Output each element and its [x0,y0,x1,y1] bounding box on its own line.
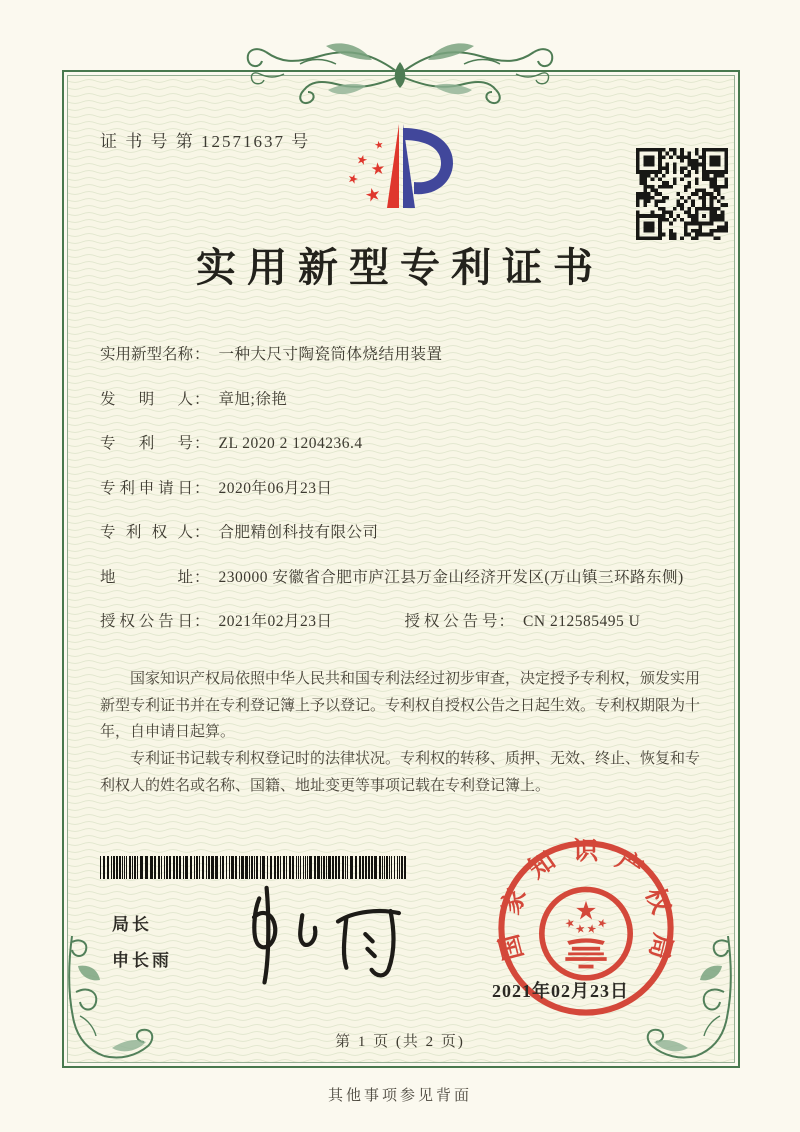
national-emblem-icon [542,889,630,977]
certificate-number: 证 书 号 第 12571637 号 [100,132,311,151]
field-label: 授权公告号 [404,613,498,630]
field-value: 2021年02月23日 [218,613,333,630]
director-handwritten-signature [212,876,422,988]
field-utility-model-name: 实用新型名称： 一种大尺寸陶瓷筒体烧结用装置 [100,344,712,367]
field-value: 合肥精创科技有限公司 [218,524,379,541]
svg-text:国家知识产权局 [495,837,677,963]
field-label: 地址 [100,568,193,586]
certificate-title: 实用新型专利证书 [196,245,604,290]
top-flourish-ornament-icon [228,34,572,112]
cnipa-logo-icon [340,116,470,220]
field-value: 2020年06月23日 [218,479,333,497]
qr-code-icon [636,148,728,240]
field-patent-number: 专利号： ZL 2020 2 1204236.4 [100,433,712,456]
fields-section [100,344,712,656]
field-label: 专利号 [100,435,193,452]
director-title: 局长 [112,915,152,934]
field-label: 专利权人 [100,524,193,541]
field-label: 发明人 [100,390,193,408]
field-filing-date: 专利申请日： 2020年06月23日 [100,478,712,501]
paragraph-register-statement: 专利证书记载专利权登记时的法律状况。专利权的转移、质押、无效、终止、恢复和专利权人的姓名或名称、国籍、地址变更等事项记载在专利登记簿上。 [100,751,701,794]
field-patentee: 专利权人： 合肥精创科技有限公司 [100,522,712,545]
field-value: CN 212585495 U [523,613,641,630]
paragraph-grant-statement: 国家知识产权局依照中华人民共和国专利法经过初步审查，决定授予专利权，颁发实用新型专利证书并在专利登记簿上予以登记。专利权自授权公告之日起生效。专利权期限为十年，自申请日起算。 [100,671,701,741]
seal-date: 2021年02月23日 [492,981,629,1001]
field-value: 一种大尺寸陶瓷筒体烧结用装置 [218,346,443,363]
legal-text-section [100,666,704,799]
field-value: ZL 2020 2 1204236.4 [218,435,363,452]
field-label: 专利申请日 [100,479,193,497]
back-side-note: 其他事项参见背面 [327,1088,472,1104]
field-inventor: 发明人： 章旭;徐艳 [100,389,712,412]
field-value: 章旭;徐艳 [218,390,288,408]
field-label: 实用新型名称 [100,346,194,363]
field-address: 地址： 230000 安徽省合肥市庐江县万金山经济开发区(万山镇三环路东侧) [100,567,712,590]
page-number: 第 1 页 (共 2 页) [335,1034,465,1050]
field-grant-row: 授权公告日： 2021年02月23日 授权公告号： CN 212585495 U [100,611,712,634]
field-label: 授权公告日 [100,613,193,630]
director-name: 申长雨 [112,951,172,970]
seal-text: 国家知识产权局 [495,837,678,964]
field-value: 230000 安徽省合肥市庐江县万金山经济开发区(万山镇三环路东侧) [218,568,684,586]
